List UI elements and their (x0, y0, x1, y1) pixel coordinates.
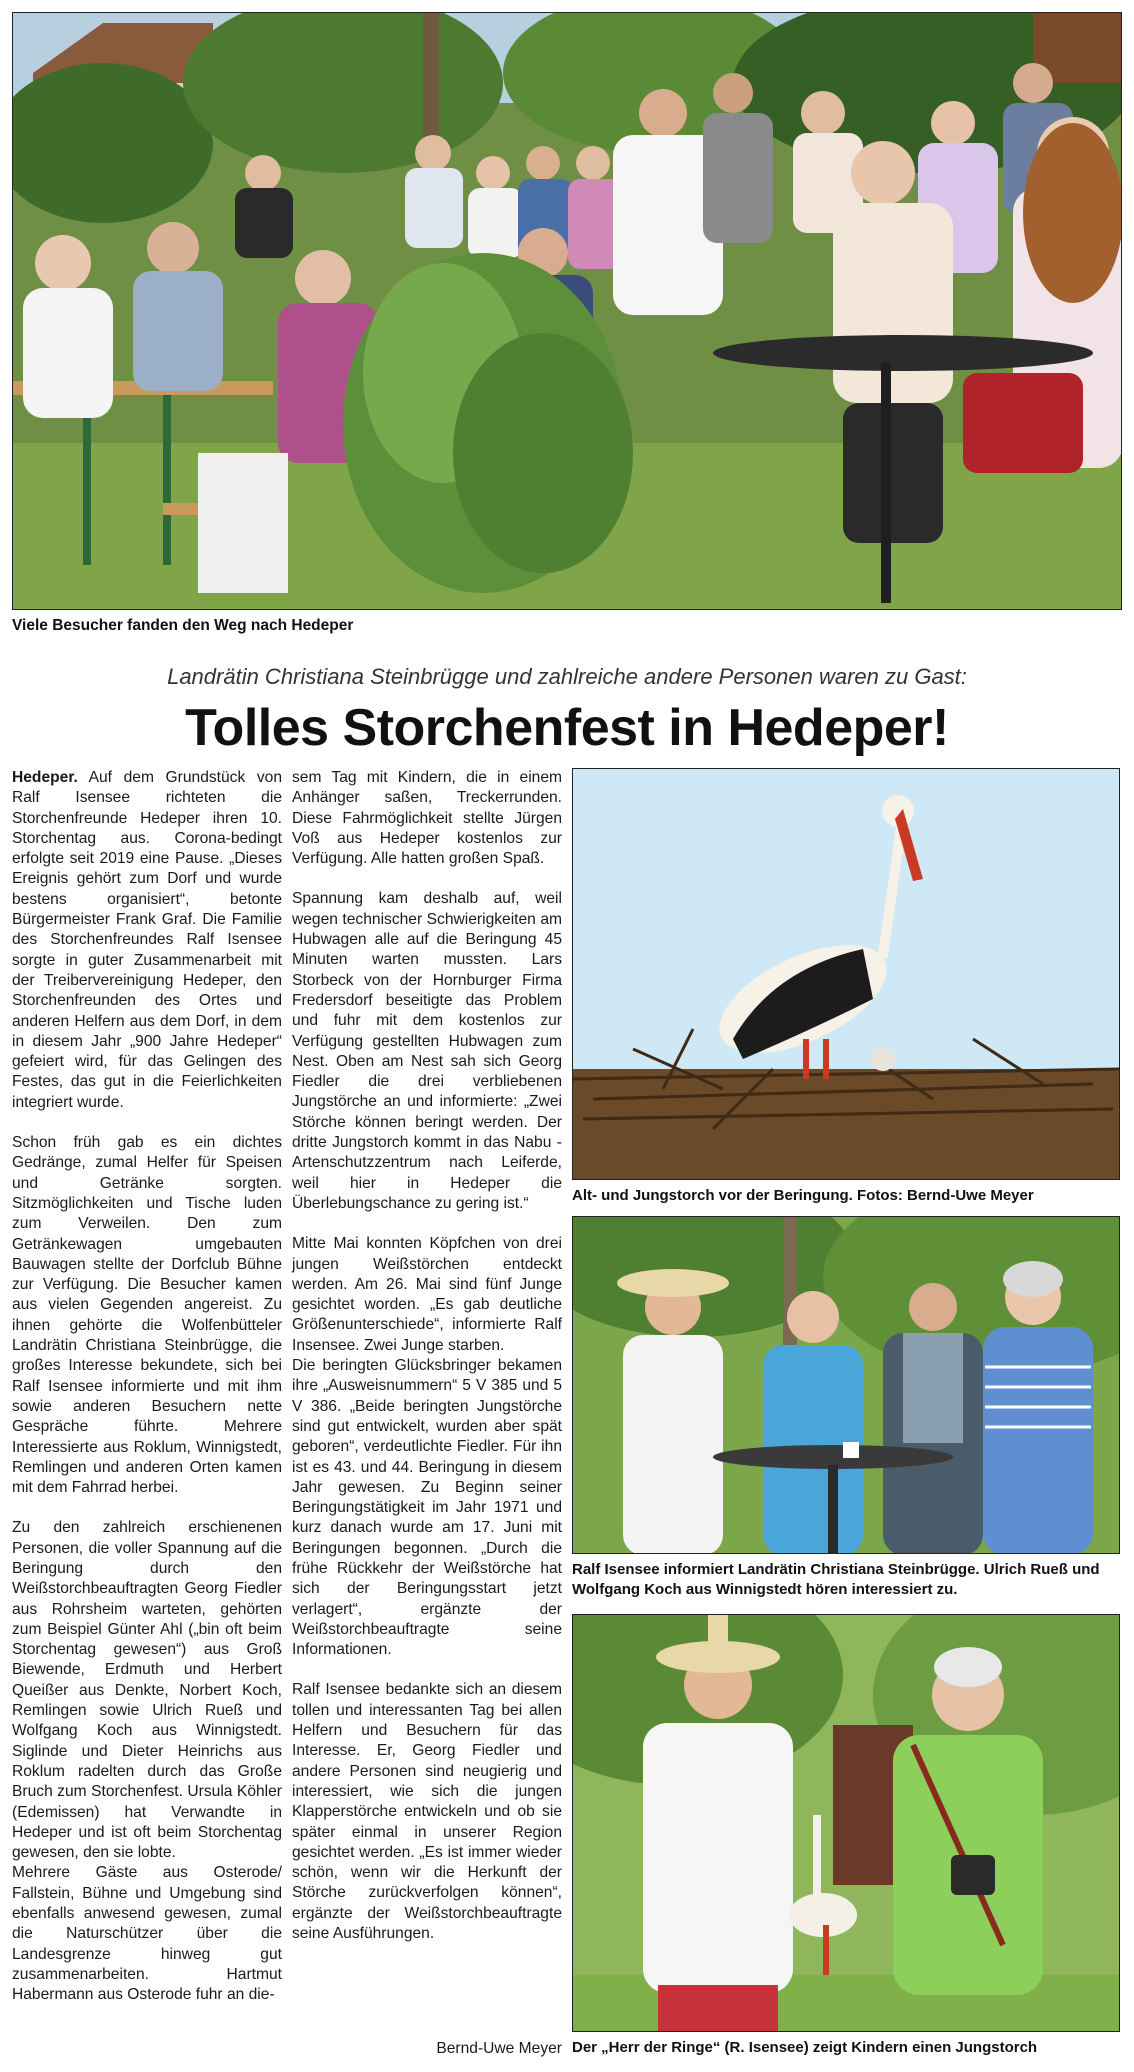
article-column-2 (292, 768, 562, 1964)
paragraph: Mitte Mai konnten Köpfchen von drei jungen Weißstörchen entdeckt werden. Am 26. Mai sind fünf Junge gesichtet worden. „Es gab deutliche Größenunterschiede“, informierte Ralf Insensee. Zwei Junge starben. (292, 1235, 562, 1354)
stork-nest-photo (572, 768, 1120, 1180)
paragraph: Spannung kam deshalb auf, weil wegen technischer Schwierigkeiten am Hubwagen alle auf die Beringung 45 Minuten warten mussten. Lars Storbeck von der Hornburger Firma Fredersdorf beseitigte das Problem und fuhr mit dem kostenlos zur Verfügung gestellten Hubwagen zum Nest. Oben am Nest sah sich Georg Fiedler die drei verbliebenen Jungstörche an und informierte: „Zwei Störche können beringt werden. Der dritte Jungstorch kommt in das Nabu - Artenschutzzentrum nach Leiferde, weil hier in Hedeper die Überlebungschance zu gering ist.“ (292, 890, 562, 1212)
stork-photo-caption: Alt- und Jungstorch vor der Beringung. Fotos: Bernd-Uwe Meyer (572, 1187, 1034, 1204)
paragraph-text: Auf dem Grundstück von Ralf Isensee richteten die Storchenfreunde Hedeper ihren 10. Storchentag aus. Corona-bedingt erfolgte seit 2019 eine Pause. „Dieses Ereignis gehört zum Dorf und wurde bestens organisiert“, betonte Bürgermeister Frank Graf. Die Familie des Storchenfreundes Ralf Isensee sorgte in guter Zusammenarbeit mit der Treibervereinigung Hedeper, den Storchenfreunden des Ortes und anderen Helfern aus dem Dorf, in dem in diesem Jahr „900 Jahre Hedeper“ gefeiert wird, für das Gelingen des Festes, das gut in die Feierlichkeiten integriert wurde. (12, 769, 282, 1111)
paragraph: Schon früh gab es ein dichtes Gedränge, zumal Helfer für Speisen und Getränke sorgten. Sitzmöglichkeiten und Tische luden zum Verweilen. Den zum Getränkewagen umgebauten Bauwagen stellte der Dorfclub Bühne zur Verfügung. Die Besucher kamen aus vielen Gegenden angereist. Zu ihnen gehörte die Wolfenbütteler Landrätin Christiana Steinbrügge, die großes Interesse bekundete, sich bei Ralf Isensee informierte und mit ihm sowie anderen Besuchern nette Gespräche führte. Mehrere Interessierte aus Roklum, Winnigstedt, Remlingen und anderen Orten kamen mit dem Fahrrad herbei. (12, 1134, 282, 1497)
kids-photo-caption: Der „Herr der Ringe“ (R. Isensee) zeigt Kindern einen Jungstorch (572, 2039, 1038, 2056)
article-column-1 (12, 768, 282, 2026)
paragraph (12, 768, 282, 1113)
author-byline: Bernd-Uwe Meyer (436, 2040, 562, 2057)
paragraph: Zu den zahlreich erschienenen Personen, die voller Spannung auf die Beringung durch den Weißstorchbeauftragten Georg Fiedler aus Rohrsheim warteten, gehörten zum Beispiel Günter Ahl („bin oft beim Storchentag gewesen“) aus Groß Biewende, Erdmuth und Herbert Queißer aus Denkte, Norbert Koch, Remlingen sowie Ulrich Rueß und Wolfgang Koch aus Winnigstedt. Siglinde und Dieter Heinrichs aus Roklum radelten durch das Große Bruch zum Storchenfest. Ursula Köhler (Edemissen) hat Verwandte in Hedeper und ist oft beim Storchentag gewesen, den sie lobte. (12, 1519, 282, 1862)
group-photo-caption: Ralf Isensee informiert Landrätin Christiana Steinbrügge. Ulrich Rueß und Wolfgang Koch aus Winnigstedt hören interessiert zu. (572, 1561, 1100, 1598)
article-headline: Tolles Storchenfest in Hedeper! (185, 699, 949, 757)
landraetin-group-photo (572, 1216, 1120, 1554)
herr-der-ringe-photo (572, 1614, 1120, 2032)
paragraph: Die beringten Glücksbringer bekamen ihre „Ausweisnummern“ 5 V 385 und 5 V 386. „Beide beringten Jungstörche sind gut entwickelt, wurden aber spät geboren“, verdeutlichte Fiedler. Für ihn ist es 43. und 44. Beringung in diesem Jahr gewesen. Zu Beginn seiner Beringungstätigkeit im Jahr 1971 und kurz danach wurde am 17. Juni mit Beringungen begonnen. „Durch die frühe Rückkehr der Weißstörche hat sich der Beringungsstart jetzt verlagert“, ergänzte der Weißstorchbeauftragte seine Informationen. (292, 1357, 562, 1659)
visitors-photo (12, 12, 1122, 610)
paragraph: Mehrere Gäste aus Osterode/ Fallstein, Bühne und Umgebung sind ebenfalls anwesend gewesen, zumal die Naturschützer über die Landesgrenze hinweg gut zusammenarbeiten. Hartmut Habermann aus Osterode fuhr an die- (12, 1864, 282, 2004)
visitors-photo-caption: Viele Besucher fanden den Weg nach Hedeper (12, 617, 354, 634)
article-subtitle: Landrätin Christiana Steinbrügge und zahlreiche andere Personen waren zu Gast: (167, 664, 967, 689)
paragraph: Ralf Isensee bedankte sich an diesem tollen und interessanten Tag bei allen Helfern und Besuchern für das Interesse. Er, Georg Fiedler und andere Personen sind neugierig und interessiert, wie sich die jungen Klapperstörche entwickeln und ob sie später einmal in unserer Region gesichtet werden. „Es ist immer wieder schön, wenn wir die Herkunft der Störche zurückverfolgen können“, ergänzte der Weißstorchbeauftragte seine Ausführungen. (292, 1681, 562, 1943)
dateline: Hedeper. (12, 769, 78, 786)
paragraph: sem Tag mit Kindern, die in einem Anhänger saßen, Treckerrunden. Diese Fahrmöglichkeit stellte Jürgen Voß aus Hedeper kostenlos zur Verfügung. Alle hatten großen Spaß. (292, 769, 562, 868)
